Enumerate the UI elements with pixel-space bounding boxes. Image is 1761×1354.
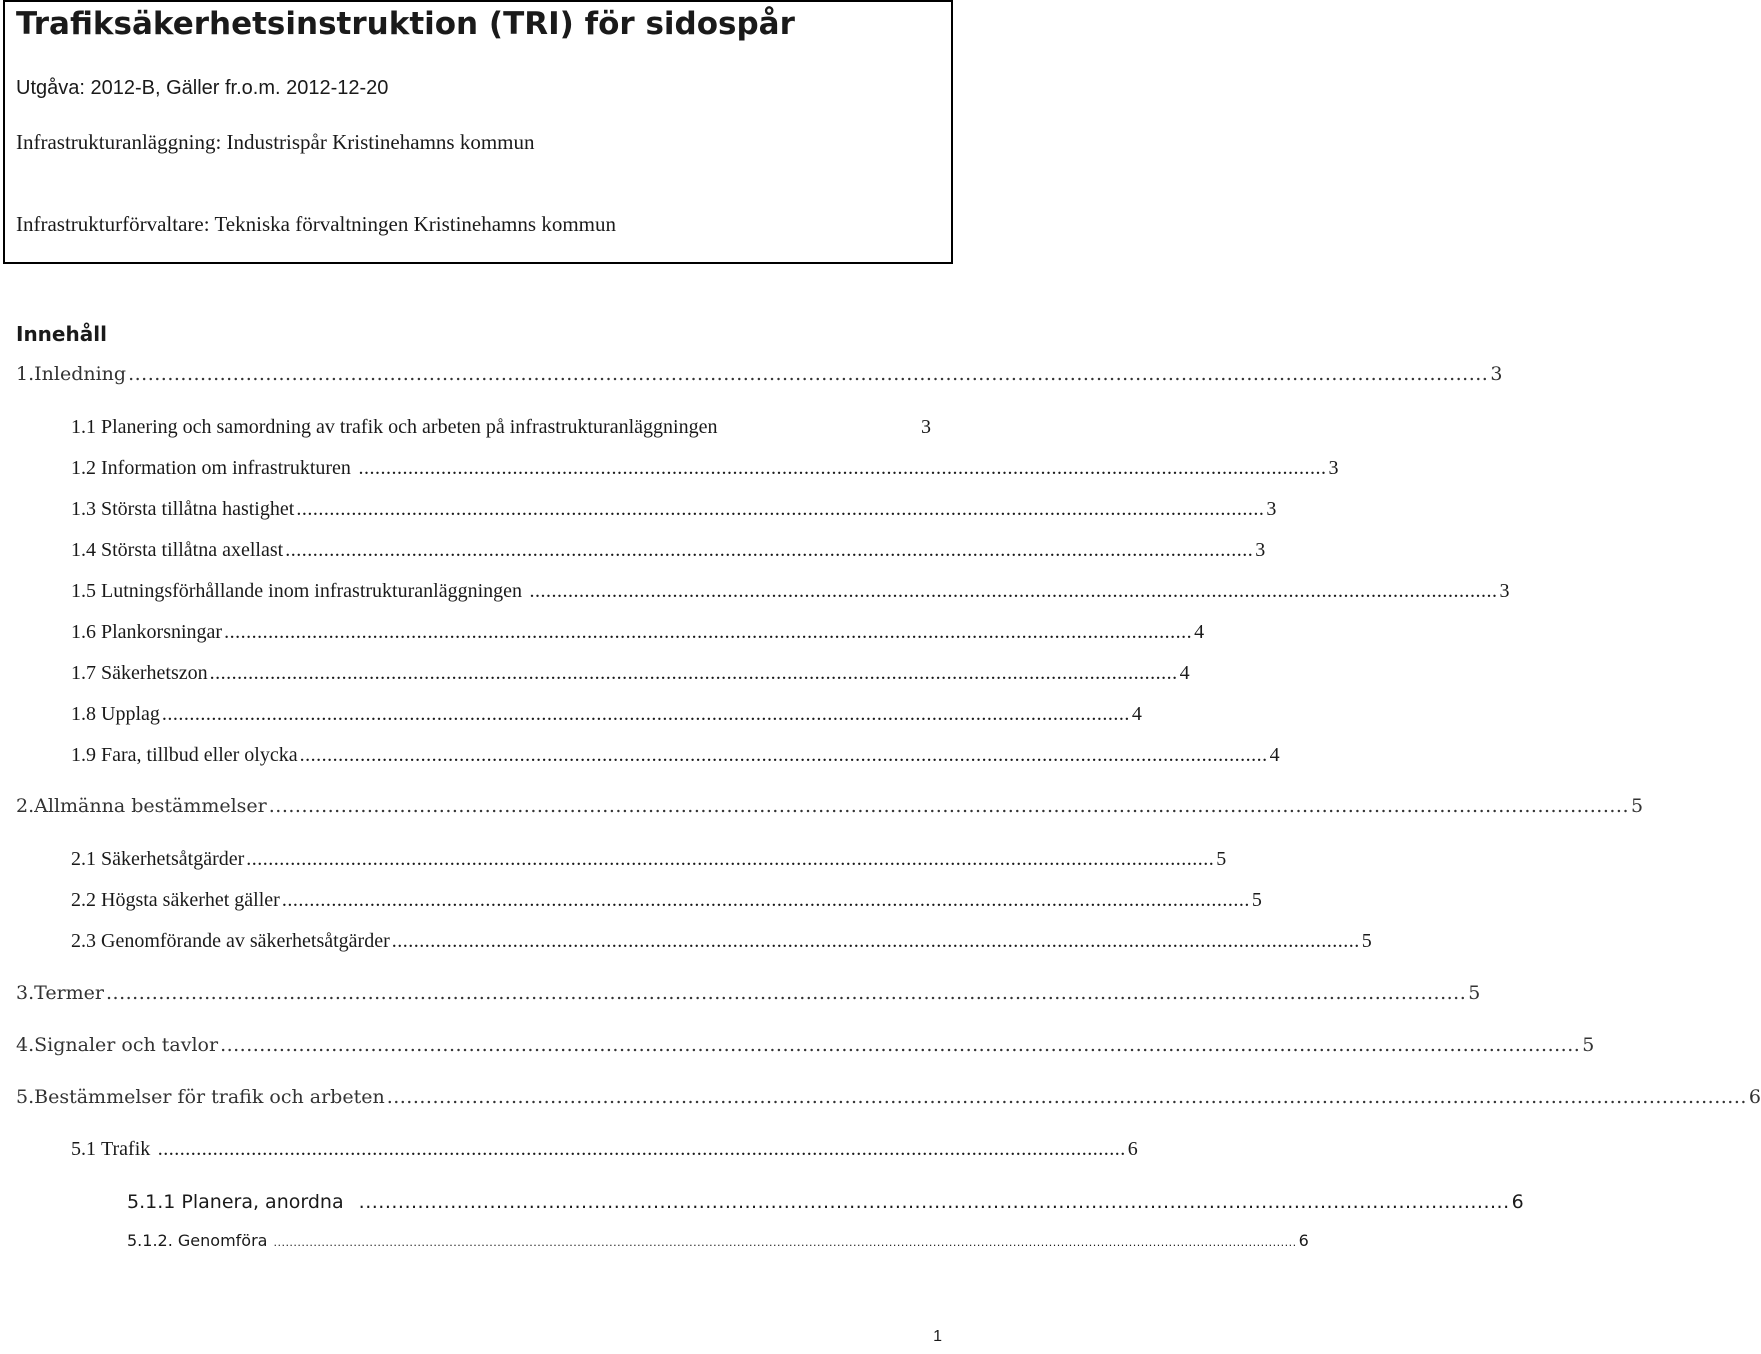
- toc-entry-number: 4.: [16, 1034, 35, 1056]
- toc-leader-dots: ................................................................................................................................................................................................................: [128, 363, 1489, 385]
- toc-entry-number: 1.7: [71, 662, 96, 684]
- toc-entry-label: Information om infrastrukturen: [101, 457, 351, 479]
- toc-entry-number: 1.9: [71, 744, 96, 766]
- toc-entry-number: 5.: [16, 1086, 35, 1108]
- toc-entry-page: 3: [1499, 580, 1510, 602]
- toc-leader-dots: ................................................................................................................................................................................................................................................................: [269, 1236, 1297, 1249]
- toc-entry-page: 5: [1582, 1034, 1595, 1056]
- toc-entry-1-3[interactable]: [71, 497, 1277, 521]
- toc-entry-page: 6: [1298, 1231, 1309, 1250]
- toc-leader-dots: ................................................................................................................................................................................: [285, 539, 1254, 561]
- toc-entry-label: Plankorsningar: [101, 621, 223, 643]
- toc-entry-1-9[interactable]: [71, 743, 1280, 767]
- toc-entry-1-1[interactable]: [71, 415, 931, 439]
- toc-entry-1[interactable]: [16, 362, 1503, 386]
- toc-entry-page: 3: [1266, 498, 1277, 520]
- toc-entry-number: 1.3: [71, 498, 96, 520]
- toc-entry-label: Säkerhetszon: [101, 662, 208, 684]
- toc-heading: Innehåll: [16, 322, 107, 346]
- toc-leader-dots: ................................................................................................................................................................................................................: [386, 1086, 1747, 1108]
- toc-entry-number: 2.1: [71, 848, 96, 870]
- toc-leader-dots: ................................................................................................................................................................................: [161, 703, 1130, 725]
- toc-entry-number: 3.: [16, 982, 35, 1004]
- toc-entry-page: 5: [1631, 795, 1644, 817]
- toc-entry-page: 5: [1361, 930, 1372, 952]
- toc-entry-1-5[interactable]: [71, 579, 1510, 603]
- toc-entry-page: 3: [1328, 457, 1339, 479]
- toc-entry-number: 5.1.1: [127, 1191, 176, 1213]
- toc-entry-page: 3: [1490, 363, 1503, 385]
- toc-entry-5-1-2[interactable]: [127, 1229, 1309, 1253]
- toc-entry-page: 4: [1179, 662, 1190, 684]
- administrator-line: Infrastrukturförvaltare: Tekniska förvaltningen Kristinehamns kommun: [16, 212, 616, 236]
- toc-leader-dots: ................................................................................................................................................................................: [296, 498, 1265, 520]
- toc-entry-page: 4: [1131, 703, 1142, 725]
- toc-entry-1-6[interactable]: [71, 620, 1205, 644]
- toc-entry-number: 1.1: [71, 416, 96, 438]
- toc-entry-number: 1.4: [71, 539, 96, 561]
- toc-entry-page: 5: [1251, 889, 1262, 911]
- toc-entry-label: Säkerhetsåtgärder: [101, 848, 245, 870]
- toc-entry-label: Planering och samordning av trafik och arbeten på infrastrukturanläggningen: [101, 416, 718, 438]
- toc-leader-dots: ................................................................................................................................................................................: [209, 662, 1178, 684]
- toc-entry-number: 2.2: [71, 889, 96, 911]
- toc-leader-dots: ................................................................................................................................................................................: [152, 1138, 1126, 1160]
- toc-leader-dots: ................................................................................................................................................................................: [524, 580, 1498, 602]
- toc-entry-label: Genomförande av säkerhetsåtgärder: [101, 930, 390, 952]
- toc-entry-number: 5.1: [71, 1138, 96, 1160]
- toc-leader-dots: ................................................................................................................................................................................: [299, 744, 1268, 766]
- toc-leader-dots: ................................................................................................................................................................................................................: [268, 795, 1629, 817]
- toc-entry-label: Lutningsförhållande inom infrastrukturanläggningen: [101, 580, 523, 602]
- toc-leader-dots: ................................................................................................................................................................................: [224, 621, 1193, 643]
- toc-leader-dots: ................................................................................................................................................................................: [281, 889, 1250, 911]
- toc-leader-dots: ................................................................................................................................................................................: [345, 1191, 1510, 1213]
- toc-entry-1-2[interactable]: [71, 456, 1339, 480]
- toc-entry-label: Signaler och tavlor: [34, 1034, 219, 1056]
- toc-entry-1-7[interactable]: [71, 661, 1190, 685]
- toc-leader-dots: ................................................................................................................................................................................: [391, 930, 1360, 952]
- toc-entry-label: Största tillåtna axellast: [101, 539, 284, 561]
- toc-entry-page: 3: [921, 416, 931, 438]
- toc-leader-dots: ................................................................................................................................................................................................................: [220, 1034, 1581, 1056]
- toc-entry-number: 1.8: [71, 703, 96, 725]
- toc-entry-number: 1.2: [71, 457, 96, 479]
- toc-entry-label: Högsta säkerhet gäller: [101, 889, 280, 911]
- toc-entry-number: 1.6: [71, 621, 96, 643]
- toc-entry-3[interactable]: [16, 981, 1481, 1005]
- toc-entry-1-8[interactable]: [71, 702, 1142, 726]
- toc-entry-page: 6: [1127, 1138, 1138, 1160]
- infrastructure-line: Infrastrukturanläggning: Industrispår Kristinehamns kommun: [16, 130, 535, 154]
- toc-entry-label: Största tillåtna hastighet: [101, 498, 295, 520]
- toc-entry-label: Fara, tillbud eller olycka: [101, 744, 298, 766]
- toc-entry-label: Allmänna bestämmelser: [34, 795, 267, 817]
- toc-entry-page: 5: [1216, 848, 1227, 870]
- toc-leader-dots: ................................................................................................................................................................................: [246, 848, 1215, 870]
- toc-entry-number: 1.5: [71, 580, 96, 602]
- document-title: Trafiksäkerhetsinstruktion (TRI) för sidospår: [16, 6, 795, 42]
- toc-entry-page: 4: [1269, 744, 1280, 766]
- toc-entry-5-1[interactable]: [71, 1137, 1138, 1161]
- toc-entry-page: 3: [1255, 539, 1266, 561]
- toc-entry-label: Upplag: [101, 703, 160, 725]
- toc-entry-label: Trafik: [101, 1138, 151, 1160]
- toc-entry-2[interactable]: [16, 794, 1644, 818]
- toc-entry-4[interactable]: [16, 1033, 1595, 1057]
- toc-entry-number: 2.3: [71, 930, 96, 952]
- toc-entry-page: 4: [1194, 621, 1205, 643]
- toc-entry-5[interactable]: [16, 1085, 1761, 1109]
- toc-entry-label: Genomföra: [177, 1231, 268, 1250]
- toc-entry-2-1[interactable]: [71, 847, 1227, 871]
- toc-entry-page: 6: [1511, 1191, 1524, 1213]
- toc-entry-number: 2.: [16, 795, 35, 817]
- toc-leader-dots: ................................................................................................................................................................................................................: [106, 982, 1467, 1004]
- toc-entry-number: 5.1.2.: [127, 1231, 173, 1250]
- toc-entry-2-3[interactable]: [71, 929, 1372, 953]
- toc-entry-2-2[interactable]: [71, 888, 1262, 912]
- toc-entry-label: Planera, anordna: [181, 1191, 344, 1213]
- edition-line: Utgåva: 2012-B, Gäller fr.o.m. 2012-12-20: [16, 77, 389, 99]
- page-number: 1: [933, 1328, 942, 1345]
- toc-entry-1-4[interactable]: [71, 538, 1266, 562]
- toc-entry-5-1-1[interactable]: [127, 1190, 1524, 1214]
- toc-entry-page: 6: [1748, 1086, 1761, 1108]
- toc-entry-label: Bestämmelser för trafik och arbeten: [34, 1086, 385, 1108]
- toc-entry-number: 1.: [16, 363, 35, 385]
- toc-leader-dots: ................................................................................................................................................................................: [352, 457, 1327, 479]
- toc-entry-label: Termer: [34, 982, 105, 1004]
- toc-entry-label: Inledning: [34, 363, 127, 385]
- toc-entry-page: 5: [1468, 982, 1481, 1004]
